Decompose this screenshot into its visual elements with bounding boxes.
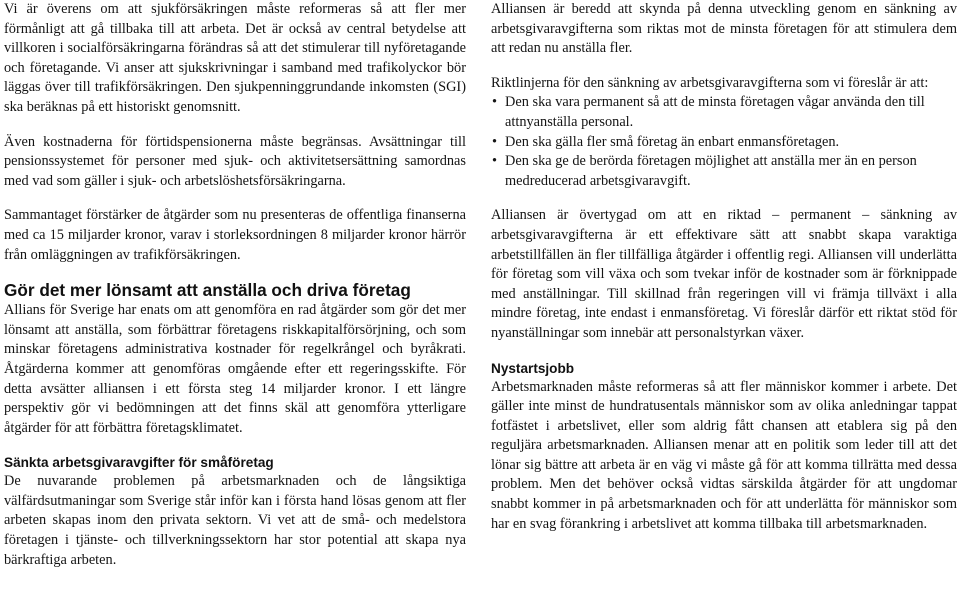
left-column <box>4 0 466 570</box>
paragraph-guidelines: Riktlinjerna för den sänkning av arbetsgivaravgifterna som vi föreslår är att: <box>491 74 929 91</box>
paragraph-alliance-measures: Allians för Sverige har enats om att genomföra en rad åtgärder som gör det mer lönsamt att anställa, som förbättrar företagens riskkapitalförsörjning, och som minskar företagens administrativa kostnader för regelkrångel och byråkrati. Åtgärderna kommer att genomföras omgående efter ett regeringsskifte. För detta avsätter alliansen i ett första steg 14 miljarder kronor. I ett längre perspektiv gör vi bedömningen att det finns skäl att genomföra ytterligare åtgärder för att förbättra företagsklimatet. <box>4 302 466 436</box>
subheading-startup-jobs: Nystartsjobb <box>491 360 575 376</box>
section-heading-business: Gör det mer lönsamt att anställa och driva företag <box>4 280 411 301</box>
paragraph-labor-market-reform: Arbetsmarknaden måste reformeras så att fler människor kommer i arbete. Det gäller inte minst de hundratusentals människor som av olika anledningar tappat fotfästet i arbetslivet, eller som aldrig fått chansen att etablera sig på den reguljära arbetsmarknaden. Alliansen menar att en politik som leder till att det lönar sig bättre att arbeta är en väg vi måste gå för att komma tillrätta med dessa problem. Men det behöver också vidtas särskilda åtgärder för att ungdomar snabbt kommer in på arbetsmarknaden och för att underlätta för människor som har en svag förankring i arbetslivet att komma tillbaka till arbetsmarknaden. <box>491 378 957 532</box>
subheading-employer-fees: Sänkta arbetsgivaravgifter för småföretag <box>4 455 274 471</box>
right-column <box>491 0 957 534</box>
paragraph-sick-insurance: Vi är överens om att sjukförsäkringen måste reformeras så att fler mer förmånligt att gå tillbaka till att arbeta. Det är också av central betydelse att villkoren i socialförsäkringarna förändras så att det stimulerar till nyföretagande och företagande. Vi anser att sjukskrivningar i samband med trafikolyckor bör läggas över till trafikförsäkringen. Den sjukpenninggrundande inkomsten (SGI) ska beräknas på ett historiskt genomsnitt. <box>4 1 466 115</box>
list-item: • Den ska vara permanent så att de minsta företagen vågar använda den till attnyanställa personal. <box>491 93 957 132</box>
paragraph-alliance-ready: Alliansen är beredd att skynda på denna utveckling genom en sänkning av arbetsgivaravgifterna som riktas mot de minsta företagen för att stimulera dem att redan nu anställa fler. <box>491 1 957 57</box>
paragraph-alliance-convinced: Alliansen är övertygad om att en riktad – permanent – sänkning av arbetsgivaravgifterna är ett effektivare sätt att snabbt skapa varaktiga arbetstillfällen än fler tillfälliga åtgärder i offentlig regi. Alliansen vill underlätta för företag som vill växa och som tvekar inför de kostnader som är förknippade med anställningar. Till skillnad från regeringen vill vi främja tillväxt i alla mindre företag, inte endast i enmansföretag. Vi föreslår därför ett riktat stöd för nyanställningar som innebär att personalstyrkan växer. <box>491 207 957 341</box>
list-item: • Den ska gälla fler små företag än enbart enmansföretagen. <box>491 133 957 153</box>
paragraph-labor-market-problems: De nuvarande problemen på arbetsmarknaden och de långsiktiga välfärdsutmaningar som Sverige står inför kan i första hand lösas genom att fler arbeten skapas inom den privata sektorn. Vi vet att de små- och medelstora företagen i tjänste- och tillverkningssektorn har stor potential att skapa nya bärkraftiga arbeten. <box>4 473 466 568</box>
guidelines-list <box>491 93 957 191</box>
list-item: • Den ska ge de berörda företagen möjlighet att anställa mer än en person medreducerad arbetsgivaravgift. <box>491 152 957 191</box>
paragraph-public-finances: Sammantaget förstärker de åtgärder som nu presenteras de offentliga finanserna med ca 15 miljarder kronor, varav i storleksordningen 8 miljarder kronor härrör från omläggningen av trafikförsäkringen. <box>4 207 466 263</box>
paragraph-early-retirement: Även kostnaderna för förtidspensionerna måste begränsas. Avsättningar till pensionssystemet för personer med sjuk- och aktivitetsersättning samordnas med vad som gäller i sjuk- och arbetslöshetsförsäkringarna. <box>4 133 466 189</box>
